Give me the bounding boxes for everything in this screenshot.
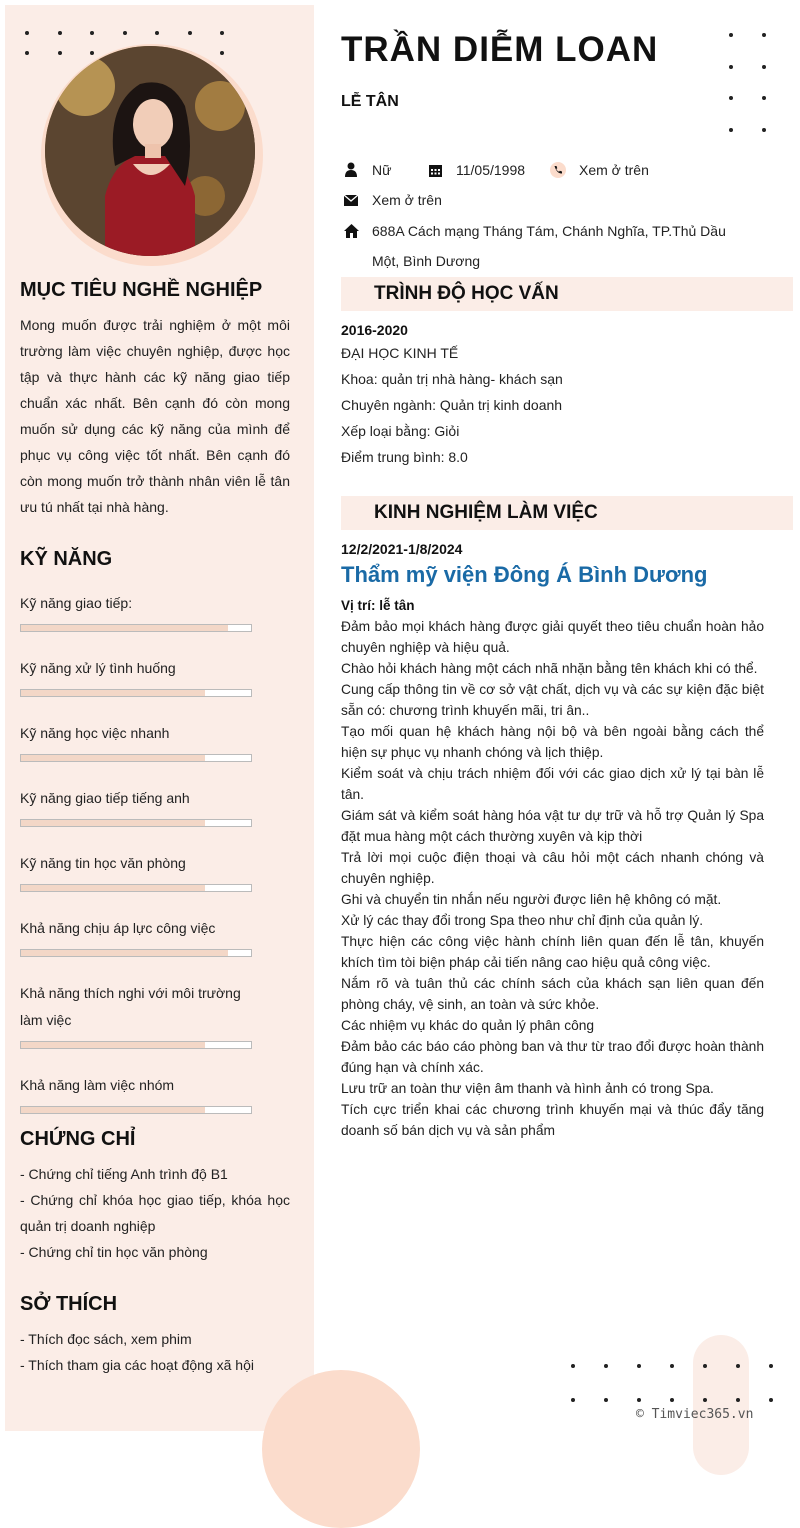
skill-item bbox=[20, 720, 260, 762]
gender-value: Nữ bbox=[372, 162, 392, 178]
skill-bar-fill bbox=[21, 885, 205, 891]
job-title: LỄ TÂN bbox=[341, 93, 399, 110]
hobbies-title: SỞ THÍCH bbox=[20, 1293, 118, 1315]
hobbies-list bbox=[20, 1326, 290, 1378]
skill-bar-fill bbox=[21, 755, 205, 761]
decorative-circle bbox=[262, 1370, 420, 1528]
duty-item: Cung cấp thông tin về cơ sở vật chất, dịch vụ và các sự kiện đặc biệt sẵn có: chương trình khuyến mãi, tri ân.. bbox=[341, 682, 764, 718]
certificate-item: - Chứng chỉ khóa học giao tiếp, khóa học quản trị doanh nghiệp bbox=[20, 1192, 290, 1234]
skill-item bbox=[20, 1072, 260, 1114]
skill-label: Kỹ năng xử lý tình huống bbox=[20, 660, 176, 676]
skill-bar-fill bbox=[21, 950, 228, 956]
portrait-image bbox=[45, 46, 255, 256]
skill-item bbox=[20, 850, 260, 892]
skill-label: Kỹ năng giao tiếp tiếng anh bbox=[20, 790, 190, 806]
education-title: TRÌNH ĐỘ HỌC VẤN bbox=[374, 283, 559, 304]
duty-item: Nắm rõ và tuân thủ các chính sách của khách sạn liên quan đến phòng cháy, vệ sinh, an toàn và sức khỏe. bbox=[341, 976, 764, 1012]
certificate-item: - Chứng chỉ tin học văn phòng bbox=[20, 1244, 208, 1260]
duty-item: Chào hỏi khách hàng một cách nhã nhặn bằng tên khách khi có thể. bbox=[341, 661, 758, 676]
candidate-name: TRẦN DIỄM LOAN bbox=[341, 30, 659, 69]
skill-bar bbox=[20, 1106, 252, 1114]
envelope-icon bbox=[343, 192, 359, 208]
home-icon bbox=[343, 223, 359, 239]
duty-item: Xử lý các thay đổi trong Spa theo như chỉ định của quản lý. bbox=[341, 913, 704, 928]
calendar-icon bbox=[427, 162, 443, 178]
skill-item bbox=[20, 980, 260, 1049]
experience-header bbox=[341, 496, 793, 530]
skills-title: KỸ NĂNG bbox=[20, 548, 113, 570]
address-line-2: Một, Bình Dương bbox=[372, 253, 481, 269]
objective-text: Mong muốn được trải nghiệm ở một môi trường làm việc chuyên nghiệp, được học tập và thực hành các kỹ năng giao tiếp chuẩn xác nhất. Bên cạnh đó còn mong muốn sử dụng các kỹ năng của mình để phục vụ công việc tốt nhất. Bên cạnh đó còn mong muốn trở thành nhân viên lễ tân ưu tú nhất tại nhà hàng. bbox=[20, 317, 290, 515]
skill-bar-fill bbox=[21, 1042, 205, 1048]
address-line-1: 688A Cách mạng Tháng Tám, Chánh Nghĩa, TP.Thủ Dầu bbox=[372, 223, 726, 239]
skill-label: Kỹ năng giao tiếp: bbox=[20, 595, 133, 611]
duty-item: Thực hiện các công việc hành chính liên quan đến lễ tân, khuyến khích tìm tòi biện pháp cải tiến nâng cao hiệu quả công việc. bbox=[341, 934, 764, 970]
avatar bbox=[45, 46, 255, 256]
hobby-item: - Thích tham gia các hoạt động xã hội bbox=[20, 1357, 254, 1373]
skill-bar bbox=[20, 949, 252, 957]
skill-bar-fill bbox=[21, 690, 205, 696]
skill-label: Khả năng thích nghi với môi trường làm việc bbox=[20, 985, 241, 1028]
duties-list bbox=[341, 616, 764, 1141]
skill-label: Kỹ năng tin học văn phòng bbox=[20, 855, 186, 871]
phone-icon bbox=[550, 162, 566, 178]
education-major: Chuyên ngành: Quản trị kinh doanh bbox=[341, 397, 563, 413]
education-gpa: Điểm trung bình: 8.0 bbox=[341, 449, 468, 465]
skill-bar-fill bbox=[21, 820, 205, 826]
certificate-item: - Chứng chỉ tiếng Anh trình độ B1 bbox=[20, 1166, 228, 1182]
education-section bbox=[341, 320, 761, 470]
phone-value: Xem ở trên bbox=[579, 162, 649, 178]
education-header bbox=[341, 277, 793, 311]
contact-address bbox=[343, 222, 726, 270]
experience-title: KINH NGHIỆM LÀM VIỆC bbox=[374, 502, 598, 523]
education-faculty: Khoa: quản trị nhà hàng- khách sạn bbox=[341, 371, 563, 387]
decorative-pill bbox=[693, 1335, 749, 1475]
skill-bar bbox=[20, 819, 252, 827]
watermark: © Timviec365.vn bbox=[636, 1407, 754, 1422]
company-name: Thẩm mỹ viện Đông Á Bình Dương bbox=[341, 562, 708, 587]
experience-date: 12/2/2021-1/8/2024 bbox=[341, 541, 463, 557]
skill-label: Khả năng chịu áp lực công việc bbox=[20, 920, 216, 936]
skill-item bbox=[20, 785, 260, 827]
duty-item: Kiểm soát và chịu trách nhiệm đối với các giao dịch xử lý tại bàn lễ tân. bbox=[341, 766, 764, 802]
experience-section bbox=[341, 540, 764, 1141]
education-school: ĐẠI HỌC KINH TẾ bbox=[341, 345, 459, 361]
certificates-list bbox=[20, 1161, 290, 1265]
skill-label: Khả năng làm việc nhóm bbox=[20, 1077, 175, 1093]
address-value bbox=[372, 222, 726, 270]
contact-phone bbox=[550, 162, 649, 178]
certificates-title: CHỨNG CHỈ bbox=[20, 1128, 136, 1150]
skill-item bbox=[20, 590, 260, 632]
duty-item: Ghi và chuyển tin nhắn nếu người được liên hệ không có mặt. bbox=[341, 892, 722, 907]
skill-bar bbox=[20, 754, 252, 762]
skill-bar bbox=[20, 689, 252, 697]
skill-item bbox=[20, 655, 260, 697]
person-icon bbox=[343, 162, 359, 178]
education-rank: Xếp loại bằng: Giỏi bbox=[341, 423, 460, 439]
decorative-dots-bottom-right bbox=[571, 1364, 773, 1402]
education-years: 2016-2020 bbox=[341, 322, 408, 338]
dob-value: 11/05/1998 bbox=[456, 162, 526, 178]
decorative-dots-top-right bbox=[729, 33, 766, 132]
contact-email bbox=[343, 192, 442, 208]
contact-dob bbox=[427, 162, 525, 178]
duty-item: Các nhiệm vụ khác do quản lý phân công bbox=[341, 1018, 595, 1033]
skill-bar bbox=[20, 1041, 252, 1049]
hobby-item: - Thích đọc sách, xem phim bbox=[20, 1331, 192, 1347]
skill-bar-fill bbox=[21, 1107, 205, 1113]
duty-item: Tạo mối quan hệ khách hàng nội bộ và bên ngoài bằng cách thể hiện sự phục vụ nhanh chóng và lịch thiệp. bbox=[341, 724, 764, 760]
email-value: Xem ở trên bbox=[372, 192, 442, 208]
objective-title: MỤC TIÊU NGHỀ NGHIỆP bbox=[20, 279, 263, 301]
duty-item: Lưu trữ an toàn thư viện âm thanh và hình ảnh có trong Spa. bbox=[341, 1081, 714, 1096]
skill-item bbox=[20, 915, 260, 957]
skill-bar bbox=[20, 884, 252, 892]
duty-item: Đảm bảo mọi khách hàng được giải quyết theo tiêu chuẩn hoàn hảo chuyên nghiệp và hiệu quả. bbox=[341, 619, 764, 655]
duty-item: Giám sát và kiểm soát hàng hóa vật tư dự trữ và hỗ trợ Quản lý Spa đặt mua hàng một cách thường xuyên và kịp thời bbox=[341, 808, 764, 844]
skills-list bbox=[20, 590, 260, 1137]
skill-bar-fill bbox=[21, 625, 228, 631]
position-title: Vị trí: lễ tân bbox=[341, 598, 415, 613]
duty-item: Trả lời mọi cuộc điện thoại và câu hỏi một cách nhanh chóng và chuyên nghiệp. bbox=[341, 850, 764, 886]
duty-item: Đảm bảo các báo cáo phòng ban và thư từ trao đổi được hoàn thành đúng hạn và chính xác. bbox=[341, 1039, 764, 1075]
skill-label: Kỹ năng học việc nhanh bbox=[20, 725, 170, 741]
skill-bar bbox=[20, 624, 252, 632]
contact-gender bbox=[343, 162, 391, 178]
duty-item: Tích cực triển khai các chương trình khuyến mại và thúc đẩy tăng doanh số bán dịch vụ và sản phẩm bbox=[341, 1102, 764, 1138]
